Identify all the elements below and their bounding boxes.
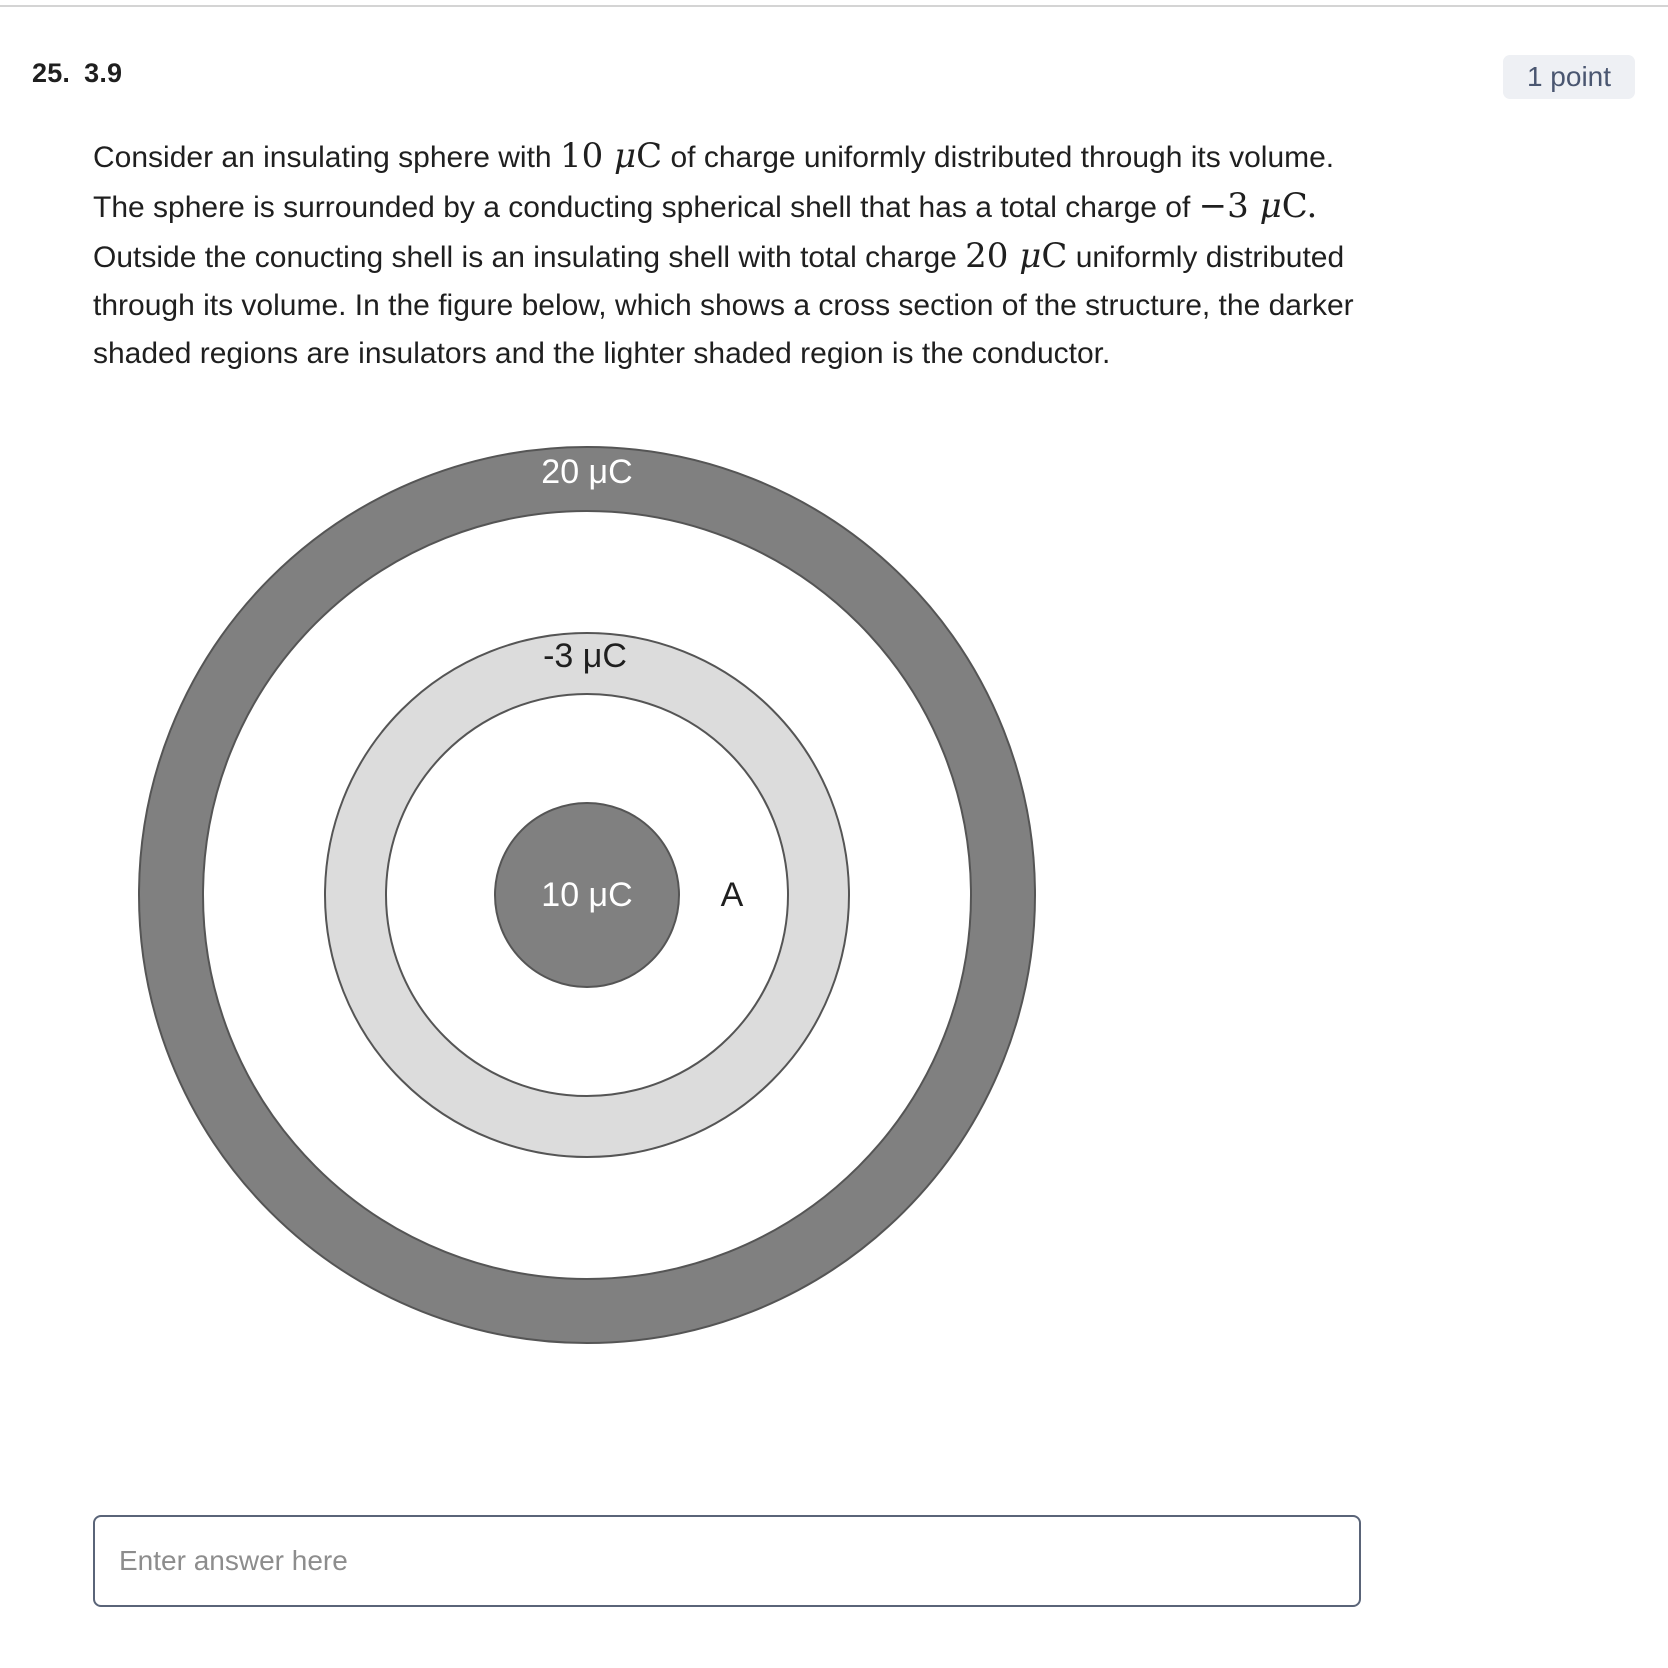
- question-header: [32, 58, 122, 89]
- cross-section-figure: [135, 440, 1045, 1350]
- prompt-text: Outside the conucting shell is an insulating shell with total charge: [93, 241, 966, 274]
- prompt-line-5: shaded regions are insulators and the lighter shaded region is the conductor.: [93, 337, 1111, 370]
- prompt-text: Consider an insulating sphere with: [93, 141, 560, 174]
- outer-shell-charge-label: 20 μC: [541, 453, 633, 491]
- math-charge-conductor: −3 μC.: [1198, 186, 1318, 226]
- prompt-line-2: [93, 182, 1393, 232]
- prompt-text: The sphere is surrounded by a conducting spherical shell that has a total charge of: [93, 191, 1199, 224]
- question-number: 25.: [32, 58, 71, 88]
- conductor-charge-label: -3 μC: [543, 637, 627, 675]
- prompt-text: uniformly distributed: [1067, 241, 1345, 274]
- math-charge-core: 10 μC: [559, 136, 663, 176]
- points-badge: 1 point: [1503, 55, 1635, 99]
- question-title: 3.9: [84, 58, 123, 88]
- prompt-text: of charge uniformly distributed through its volume.: [662, 141, 1335, 174]
- top-divider: [0, 5, 1668, 7]
- core-charge-label: 10 μC: [541, 876, 633, 914]
- prompt-line-3: [93, 232, 1393, 282]
- math-charge-outer: 20 μC: [965, 236, 1068, 276]
- prompt-line-1: [93, 132, 1393, 182]
- prompt-line-4: through its volume. In the figure below, which shows a cross section of the structure, the darker: [93, 289, 1354, 322]
- question-prompt: [93, 132, 1393, 378]
- answer-input[interactable]: [93, 1515, 1361, 1607]
- point-a-label: A: [720, 876, 744, 914]
